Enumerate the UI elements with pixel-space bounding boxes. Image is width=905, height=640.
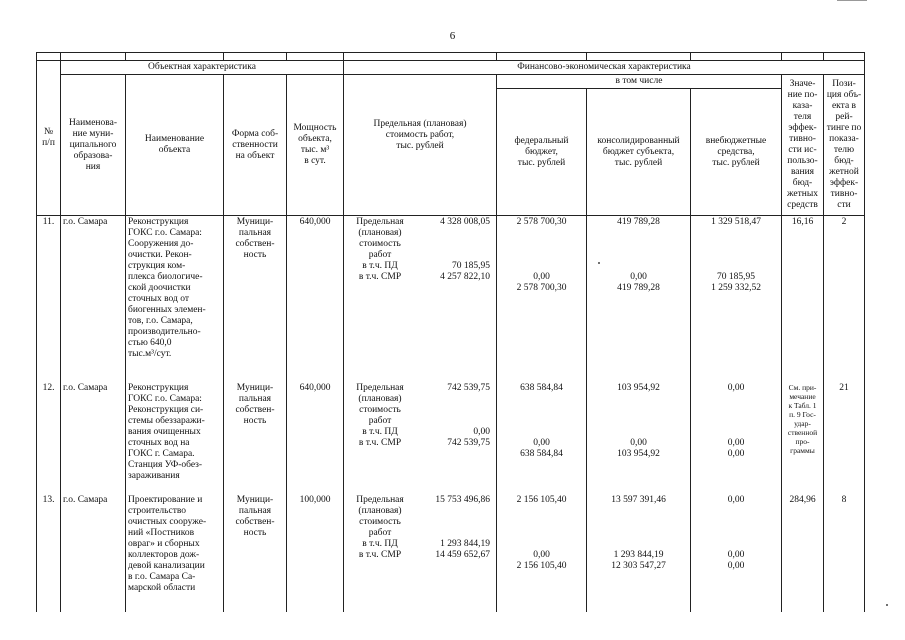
- extrabudget-total: 0,00: [727, 494, 745, 505]
- consolidated-smr: 103 954,92: [617, 448, 660, 459]
- including-header: в том числе: [497, 75, 782, 89]
- pd-label: в т.ч. ПД: [362, 538, 398, 549]
- col-ownership-header: Форма соб- ственности на объект: [224, 75, 287, 216]
- col-indicator-header: Значе- ние по- каза- теля эффек- тивно- сти ис- пользо- вания бюд- жетных средств: [782, 75, 824, 216]
- federal-pd: 0,00: [533, 272, 550, 282]
- scan-speck: [598, 262, 600, 264]
- row-cost-block: [344, 216, 497, 382]
- row-municipality: г.о. Самара: [61, 216, 126, 382]
- row-federal: [497, 382, 587, 494]
- extrabudget-pd: 70 185,95: [717, 272, 755, 282]
- cost-total: 4 328 008,05: [440, 217, 490, 227]
- scan-mark: [837, 0, 867, 1]
- extrabudget-pd: 0,00: [727, 437, 745, 448]
- row-municipality: г.о. Самара: [61, 494, 126, 612]
- col-position-header: Пози- ция объ- екта в рей- тинге по показа- телю бюд- жетной эффек- тивно- сти: [824, 75, 865, 216]
- col-consolidated-header: консолидированный бюджет субъекта, тыс. рублей: [587, 89, 691, 216]
- cost-label: Предельная (плановая) стоимость работ: [356, 494, 404, 538]
- row-indicator: 284,96: [782, 494, 824, 612]
- row-ownership: Муници- пальная собствен- ность: [224, 216, 287, 382]
- consolidated-total: 419 789,28: [617, 217, 660, 227]
- federal-pd: 0,00: [533, 549, 550, 560]
- federal-total: 638 584,84: [520, 382, 563, 393]
- smr-label: в т.ч. СМР: [358, 549, 402, 560]
- row-number: 11.: [37, 216, 61, 382]
- col-municipality-header: Наименова- ние муни- ципального образова- ния: [61, 75, 126, 216]
- extrabudget-smr: 0,00: [727, 448, 745, 459]
- row-consolidated: [587, 494, 691, 612]
- col-number-header: № п/п: [37, 61, 61, 216]
- cost-label: Предельная (плановая) стоимость работ: [356, 217, 404, 260]
- federal-pd: 0,00: [533, 437, 550, 448]
- row-position: 8: [824, 494, 865, 612]
- col-capacity-header: Мощность объекта, тыс. м³ в сут.: [287, 75, 344, 216]
- row-capacity: 640,000: [287, 216, 344, 382]
- header-row-1: [37, 61, 865, 75]
- pd-value: 0,00: [473, 426, 490, 437]
- table-row: [37, 494, 865, 612]
- row-consolidated: [587, 216, 691, 382]
- table-row: [37, 382, 865, 494]
- row-object-name: Реконструкция ГОКС г.о. Самара: Сооружения до- очистки. Рекон- струкция ком- плекса биологиче- ской доочистки сточных вод от биогенных элемен- тов, г.о. Самара, производительно- стью 640,0 тыс.м³/сут.: [126, 216, 224, 382]
- row-cost-block: [344, 494, 497, 612]
- smr-value: 14 459 652,67: [435, 549, 490, 560]
- row-municipality: г.о. Самара: [61, 382, 126, 494]
- consolidated-pd: 0,00: [630, 437, 647, 448]
- row-number: 12.: [37, 382, 61, 494]
- row-cost-block: [344, 382, 497, 494]
- federal-total: 2 578 700,30: [516, 217, 567, 227]
- scan-speck: [886, 604, 888, 606]
- row-capacity: 100,000: [287, 494, 344, 612]
- consolidated-pd: 0,00: [630, 272, 647, 282]
- consolidated-smr: 419 789,28: [617, 283, 660, 293]
- row-object-name: Проектирование и строительство очистных сооруже- ний «Постников овраг» и сборных коллекторов дож- девой канализации в г.о. Самара Са- марской области: [126, 494, 224, 612]
- smr-label: в т.ч. СМР: [358, 272, 402, 282]
- row-extrabudget: [691, 216, 782, 382]
- row-capacity: 640,000: [287, 382, 344, 494]
- federal-total: 2 156 105,40: [516, 494, 567, 505]
- object-table: [36, 52, 865, 612]
- extrabudget-smr: 1 259 332,52: [711, 283, 761, 293]
- extrabudget-total: 1 329 518,47: [711, 217, 761, 227]
- row-position: 2: [824, 216, 865, 382]
- extrabudget-smr: 0,00: [727, 560, 745, 571]
- consolidated-smr: 12 303 547,27: [611, 560, 666, 571]
- row-position: 21: [824, 382, 865, 494]
- col-extrabudget-header: внебюджетные средства, тыс. рублей: [691, 89, 782, 216]
- object-characteristic-header: Объектная характеристика: [61, 61, 344, 75]
- pd-value: 70 185,95: [452, 261, 490, 271]
- row-ownership: Муници- пальная собствен- ность: [224, 494, 287, 612]
- federal-smr: 638 584,84: [520, 448, 563, 459]
- federal-smr: 2 578 700,30: [516, 283, 567, 293]
- header-spacer-row: [37, 53, 865, 61]
- row-federal: [497, 216, 587, 382]
- col-cost-limit-header: Предельная (плановая) стоимость работ, тыс. рублей: [344, 75, 497, 216]
- smr-label: в т.ч. СМР: [358, 437, 402, 448]
- table-row: [37, 216, 865, 382]
- cost-total: 15 753 496,86: [435, 494, 490, 505]
- pd-value: 1 293 844,19: [440, 538, 490, 549]
- cost-label: Предельная (плановая) стоимость работ: [356, 382, 404, 426]
- pd-label: в т.ч. ПД: [362, 426, 398, 437]
- row-indicator: См. при- мечание к Табл. 1 п. 9 Гос- удар- ственной про- граммы: [782, 382, 824, 494]
- extrabudget-pd: 0,00: [727, 549, 745, 560]
- row-extrabudget: [691, 494, 782, 612]
- page-number: 6: [449, 30, 456, 42]
- consolidated-pd: 1 293 844,19: [613, 549, 664, 560]
- col-federal-header: федеральный бюджет, тыс. рублей: [497, 89, 587, 216]
- row-number: 13.: [37, 494, 61, 612]
- row-federal: [497, 494, 587, 612]
- row-object-name: Реконструкция ГОКС г.о. Самара: Реконструкция си- стемы обеззаражи- вания очищенных сточных вод на ГОКС г. Самара. Станция УФ-обез- зараживания: [126, 382, 224, 494]
- consolidated-total: 103 954,92: [617, 382, 660, 393]
- financial-characteristic-header: Финансово-экономическая характеристика: [344, 61, 865, 75]
- cost-total: 742 539,75: [447, 382, 490, 393]
- header-row-2: [37, 75, 865, 89]
- row-extrabudget: [691, 382, 782, 494]
- smr-value: 4 257 822,10: [440, 272, 490, 282]
- smr-value: 742 539,75: [447, 437, 490, 448]
- consolidated-total: 13 597 391,46: [611, 494, 666, 505]
- col-object-name-header: Наименование объекта: [126, 75, 224, 216]
- row-indicator: 16,16: [782, 216, 824, 382]
- extrabudget-total: 0,00: [727, 382, 745, 393]
- pd-label: в т.ч. ПД: [362, 261, 398, 271]
- row-consolidated: [587, 382, 691, 494]
- federal-smr: 2 156 105,40: [516, 560, 567, 571]
- row-ownership: Муници- пальная собствен- ность: [224, 382, 287, 494]
